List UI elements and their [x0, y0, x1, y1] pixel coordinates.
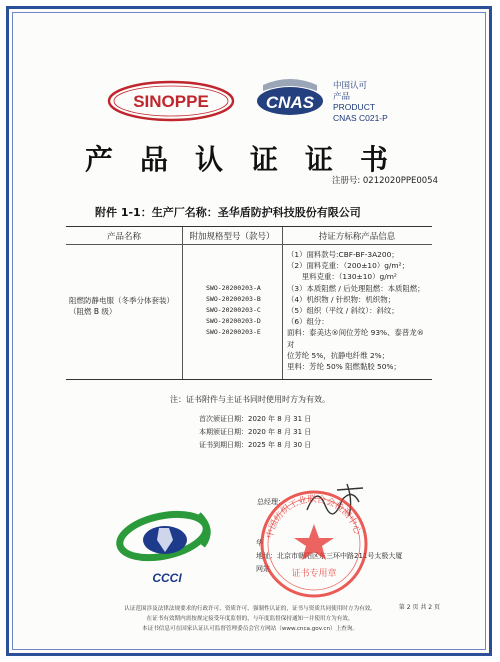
spec-line: 位芳纶 5%，抗静电纤维 2%； — [287, 350, 390, 360]
spec-line: （1）面料款号:CBF-BF-3A200； — [287, 250, 399, 259]
address-line: 网站 — [256, 565, 270, 573]
model-item: SWO-20200203-D — [206, 317, 261, 325]
registration-number: 注册号: 0212020PPE0054 — [331, 176, 438, 186]
address-line: 华 — [256, 539, 263, 547]
page-number: 第 2 页 共 2 页 — [398, 604, 440, 611]
spec-line: 面料：泰美达®间位芳纶 93%、泰普龙®对 — [287, 328, 425, 349]
footer-line: 本证书信息可在国家认证认可监督管理委员会官方网站（www.cnca.gov.cn）上查询。 — [142, 626, 358, 632]
sinoppe-logo — [107, 80, 235, 122]
attachment-note: 注：证书附件与主证书同时使用时方为有效。 — [170, 395, 330, 404]
general-manager-label: 总经理： — [257, 498, 285, 506]
header-model: 附加规格型号（款号） — [189, 232, 275, 242]
product-table — [66, 226, 432, 380]
cnas-block — [333, 80, 433, 124]
address-line: 地址：北京市朝阳区东三环中路211号太极大厦 — [256, 552, 403, 560]
cnas-line: 产品 — [333, 91, 351, 101]
model-item: SWO-20200203-E — [206, 328, 261, 336]
spec-line: （2）面料克重：（200±10）g/m²； — [287, 261, 409, 271]
footer-line: 认证范围涉及法律法规要求的行政许可、资质许可、强制性认证的，证书与资质共同使用时方为有效。 — [124, 606, 376, 612]
spec-line: 里料克重：（130±10）g/m² — [287, 272, 397, 282]
first-issue-date: 首次颁证日期：2020 年 8 月 31 日 — [199, 415, 312, 423]
model-list — [206, 283, 261, 338]
sinoppe-text: SINOPPE — [133, 92, 209, 111]
spec-line: （5）组织（平纹 / 斜纹）：斜纹； — [287, 306, 399, 316]
certificate-title: 产品认证证书 — [84, 143, 415, 176]
ccci-text: CCCI — [152, 571, 182, 585]
model-item: SWO-20200203-A — [206, 284, 261, 292]
product-name-cell — [69, 295, 179, 317]
footer-line: 在证书有效期内需按规定接受年度监督的，与年度监督保持通知一并使用方为有效。 — [146, 616, 354, 622]
expiry-date: 证书到期日期：2025 年 8 月 30 日 — [199, 441, 312, 449]
header-product-name: 产品名称 — [106, 232, 141, 242]
cnas-line: PRODUCT — [333, 102, 376, 112]
cnas-line: 中国认可 — [333, 80, 368, 90]
spec-line: （3）本质阻燃 / 后处理阻燃：本质阻燃； — [287, 283, 425, 293]
svg-text:中国纺织工业联合会检测中心: 中国纺织工业联合会检测中心 — [265, 494, 362, 540]
cnas-line: CNAS C021-P — [333, 113, 388, 123]
product-name-line: 阻燃防静电服（冬季分体套装） — [69, 296, 174, 305]
model-item: SWO-20200203-C — [206, 306, 261, 314]
cnas-text: CNAS — [265, 93, 315, 112]
spec-line: （4）机织物 / 针织物：机织物； — [287, 294, 395, 304]
ccci-logo — [115, 500, 225, 590]
spec-line: 里料：芳纶 50% 阻燃黏胶 50%； — [287, 362, 401, 372]
attachment-heading: 附件 1-1：生产厂名称：圣华盾防护科技股份有限公司 — [95, 206, 361, 219]
cnas-logo — [255, 77, 325, 119]
model-item: SWO-20200203-B — [206, 295, 261, 303]
svg-text:证书专用章: 证书专用章 — [291, 569, 337, 579]
spec-line: （6）组分： — [287, 317, 329, 327]
current-issue-date: 本期颁证日期：2020 年 8 月 31 日 — [199, 428, 312, 436]
spec-list — [287, 249, 431, 372]
product-name-line: （阻燃 B 级） — [69, 307, 117, 316]
official-seal-icon — [258, 488, 370, 600]
header-spec: 持证方标称产品信息 — [318, 232, 396, 242]
